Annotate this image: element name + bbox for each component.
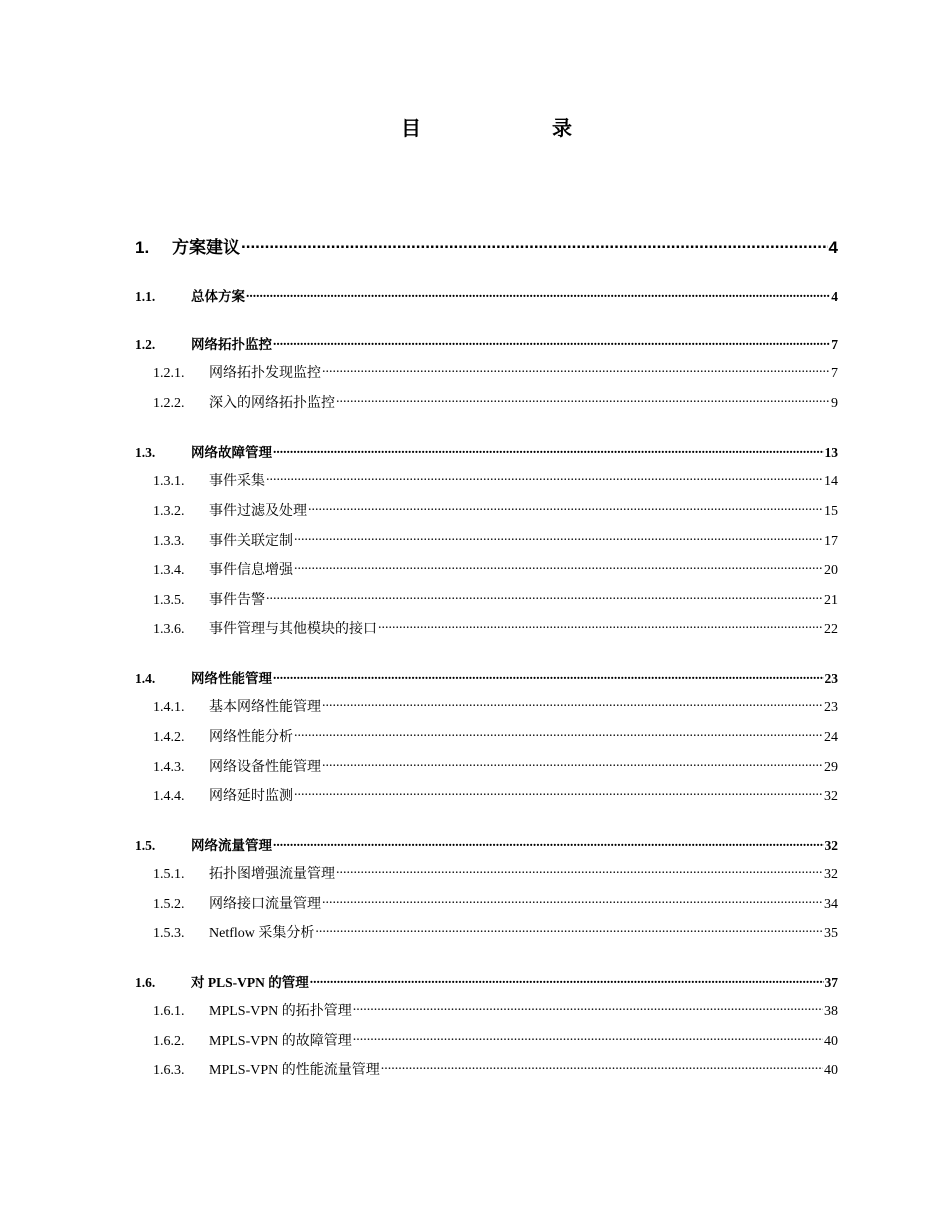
toc-entry-number: 1.2.2. xyxy=(153,396,185,411)
toc-entry-number: 1.5.1. xyxy=(153,867,185,882)
toc-title-char-2: 录 xyxy=(552,116,572,140)
toc-entry-number: 1.2. xyxy=(135,337,156,352)
toc-entry-page: 40 xyxy=(824,1034,838,1049)
toc-entry-number: 1.4.3. xyxy=(153,760,185,775)
toc-entry-1-5-1[interactable] xyxy=(153,863,838,883)
toc-entry-number: 1.6. xyxy=(135,975,156,990)
toc-entry-label: 网络故障管理 xyxy=(191,445,272,460)
dot-leader xyxy=(353,1001,823,1015)
toc-entry-1-3-4[interactable] xyxy=(153,559,838,579)
dot-leader xyxy=(353,1031,823,1045)
toc-entry-number: 1.4. xyxy=(135,671,156,686)
toc-entry-label: 网络延时监测 xyxy=(209,789,293,804)
dot-leader xyxy=(308,501,823,515)
toc-entry-page: 15 xyxy=(824,504,838,519)
toc-entry-1[interactable] xyxy=(135,233,838,255)
toc-entry-number: 1.2.1. xyxy=(153,366,185,381)
toc-entry-label: 事件告警 xyxy=(209,593,265,608)
toc-entry-page: 4 xyxy=(831,289,838,304)
dot-leader xyxy=(266,471,823,485)
dot-leader xyxy=(273,670,824,684)
toc-entry-label: 对 PLS-VPN 的管理 xyxy=(191,975,309,990)
dot-leader xyxy=(378,619,823,633)
toc-entry-page: 22 xyxy=(824,622,838,637)
toc-entry-1-3[interactable] xyxy=(135,441,838,461)
toc-entry-1-2[interactable] xyxy=(135,333,838,353)
toc-entry-number: 1.4.1. xyxy=(153,700,185,715)
toc-entry-1-4-1[interactable] xyxy=(153,696,838,716)
toc-title-char-1: 目 xyxy=(401,116,421,140)
toc-entry-1-3-3[interactable] xyxy=(153,530,838,550)
toc-entry-label: 网络性能管理 xyxy=(191,671,272,686)
toc-entry-page: 40 xyxy=(824,1063,838,1078)
toc-entry-page: 14 xyxy=(824,474,838,489)
toc-entry-page: 13 xyxy=(824,445,838,460)
dot-leader xyxy=(336,393,830,407)
toc-entry-page: 32 xyxy=(824,838,838,853)
toc-entry-number: 1.5. xyxy=(135,838,156,853)
toc-entry-1-6-2[interactable] xyxy=(153,1030,838,1050)
toc-entry-number: 1.3.4. xyxy=(153,563,185,578)
dot-leader xyxy=(336,864,823,878)
toc-entry-number: 1.6.3. xyxy=(153,1063,185,1078)
toc-entry-label: 网络拓扑监控 xyxy=(191,337,272,352)
dot-leader xyxy=(294,786,823,800)
dot-leader xyxy=(241,236,828,253)
toc-entry-page: 21 xyxy=(824,593,838,608)
toc-entry-page: 7 xyxy=(831,337,838,352)
toc-entry-label: 事件信息增强 xyxy=(209,563,293,578)
toc-entry-1-5[interactable] xyxy=(135,834,838,854)
toc-entry-label: 事件管理与其他模块的接口 xyxy=(209,622,377,637)
toc-entry-1-3-6[interactable] xyxy=(153,618,838,638)
toc-entry-number: 1.3. xyxy=(135,445,156,460)
toc-entry-1-3-5[interactable] xyxy=(153,589,838,609)
toc-entry-1-3-1[interactable] xyxy=(153,470,838,490)
toc-entry-number: 1.4.2. xyxy=(153,730,185,745)
toc-entry-page: 9 xyxy=(831,396,838,411)
dot-leader xyxy=(322,363,830,377)
dot-leader xyxy=(294,560,823,574)
toc-entry-label: MPLS-VPN 的性能流量管理 xyxy=(209,1063,380,1078)
toc-entry-number: 1.3.6. xyxy=(153,622,185,637)
toc-entry-page: 32 xyxy=(824,867,838,882)
toc-entry-page: 20 xyxy=(824,563,838,578)
toc-entry-number: 1.6.1. xyxy=(153,1004,185,1019)
dot-leader xyxy=(273,444,824,458)
toc-entry-page: 4 xyxy=(828,238,838,257)
toc-title xyxy=(0,112,950,142)
dot-leader xyxy=(322,697,823,711)
toc-entry-page: 23 xyxy=(824,671,838,686)
toc-entry-1-2-1[interactable] xyxy=(153,362,838,382)
toc-entry-page: 23 xyxy=(824,700,838,715)
toc-entry-number: 1.5.2. xyxy=(153,897,185,912)
toc-entry-page: 34 xyxy=(824,897,838,912)
toc-entry-number: 1.1. xyxy=(135,289,156,304)
toc-entry-label: 事件过滤及处理 xyxy=(209,504,307,519)
toc-entry-number: 1.3.3. xyxy=(153,534,185,549)
toc-entry-label: 方案建议 xyxy=(172,238,240,257)
toc-entry-1-6[interactable] xyxy=(135,971,838,991)
dot-leader xyxy=(273,336,830,350)
dot-leader xyxy=(315,923,823,937)
toc-entry-1-5-2[interactable] xyxy=(153,893,838,913)
dot-leader xyxy=(246,288,830,302)
toc-entry-label: MPLS-VPN 的拓扑管理 xyxy=(209,1004,352,1019)
toc-entry-page: 37 xyxy=(824,975,838,990)
dot-leader xyxy=(322,757,823,771)
toc-entry-page: 7 xyxy=(831,366,838,381)
toc-entry-label: 网络性能分析 xyxy=(209,730,293,745)
toc-entry-1-1[interactable] xyxy=(135,285,838,305)
toc-entry-page: 38 xyxy=(824,1004,838,1019)
toc-entry-label: 事件关联定制 xyxy=(209,534,293,549)
toc-entry-label: 深入的网络拓扑监控 xyxy=(209,396,335,411)
toc-entry-1-3-2[interactable] xyxy=(153,500,838,520)
toc-entry-label: 网络接口流量管理 xyxy=(209,897,321,912)
toc-entry-label: 网络设备性能管理 xyxy=(209,760,321,775)
toc-entry-number: 1.4.4. xyxy=(153,789,185,804)
toc-entry-label: 事件采集 xyxy=(209,474,265,489)
toc-entry-page: 29 xyxy=(824,760,838,775)
toc-entry-1-4-3[interactable] xyxy=(153,756,838,776)
toc-entry-page: 35 xyxy=(824,926,838,941)
toc-entry-1-4[interactable] xyxy=(135,667,838,687)
dot-leader xyxy=(294,531,823,545)
toc-entry-label: 网络流量管理 xyxy=(191,838,272,853)
toc-entry-label: Netflow 采集分析 xyxy=(209,926,315,941)
toc-entry-1-6-1[interactable] xyxy=(153,1000,838,1020)
dot-leader xyxy=(322,894,823,908)
toc-entry-1-6-3[interactable] xyxy=(153,1059,838,1079)
toc-entry-label: 基本网络性能管理 xyxy=(209,700,321,715)
toc-entry-number: 1. xyxy=(135,238,150,257)
toc-entry-1-4-2[interactable] xyxy=(153,726,838,746)
toc-entry-label: MPLS-VPN 的故障管理 xyxy=(209,1034,352,1049)
dot-leader xyxy=(310,974,824,988)
toc-entry-number: 1.3.1. xyxy=(153,474,185,489)
toc-entry-number: 1.5.3. xyxy=(153,926,185,941)
toc-entry-page: 32 xyxy=(824,789,838,804)
toc-entry-label: 网络拓扑发现监控 xyxy=(209,366,321,381)
toc-entry-number: 1.6.2. xyxy=(153,1034,185,1049)
toc-entry-1-4-4[interactable] xyxy=(153,785,838,805)
toc-entry-label: 拓扑图增强流量管理 xyxy=(209,867,335,882)
toc-entry-page: 24 xyxy=(824,730,838,745)
toc-entry-number: 1.3.5. xyxy=(153,593,185,608)
toc-entry-1-5-3[interactable] xyxy=(153,922,838,942)
dot-leader xyxy=(266,590,823,604)
toc-entry-page: 17 xyxy=(824,534,838,549)
toc-entry-1-2-2[interactable] xyxy=(153,392,838,412)
dot-leader xyxy=(273,837,824,851)
toc-entry-label: 总体方案 xyxy=(191,289,245,304)
toc-entry-number: 1.3.2. xyxy=(153,504,185,519)
dot-leader xyxy=(294,727,823,741)
dot-leader xyxy=(381,1060,823,1074)
